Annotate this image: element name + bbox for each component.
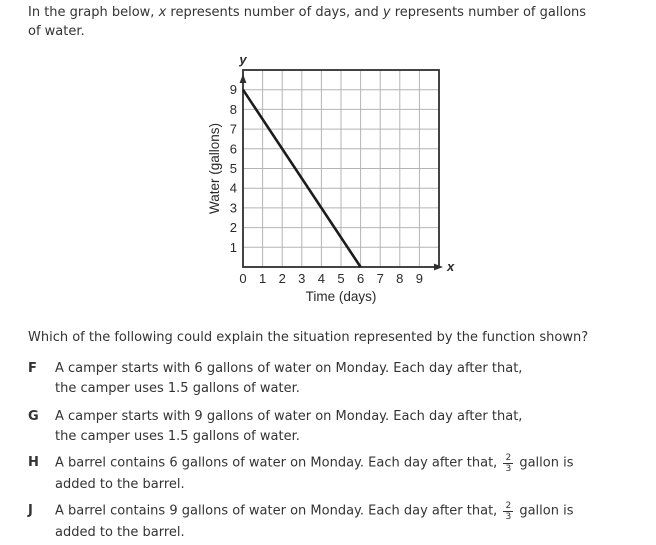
x-axis-letter: x	[447, 259, 455, 274]
intro-part2: represents number of days, and	[166, 5, 383, 20]
var-y: y	[382, 5, 391, 20]
choice-g-text	[55, 407, 522, 447]
choice-letter-f: F	[28, 361, 37, 376]
fraction-two-thirds	[503, 453, 513, 475]
y-axis-title: Water (gallons)	[207, 122, 222, 215]
choice-g-line2: the camper uses 1.5 gallons of water.	[55, 429, 300, 444]
choice-h-line2: added to the barrel.	[55, 476, 185, 492]
y-tick-label: 6	[229, 141, 237, 157]
choice-h-text	[55, 453, 573, 495]
x-tick-label: 6	[356, 271, 365, 286]
x-tick-label: 5	[337, 271, 345, 286]
question-text: Which of the following could explain the situation represented by the function shown?	[28, 330, 589, 345]
y-tick-label: 8	[229, 101, 237, 117]
graph-svg	[183, 52, 483, 312]
y-tick-label: 3	[229, 200, 237, 216]
choice-f-text	[55, 359, 522, 399]
choice-letter-g: G	[28, 409, 39, 424]
y-tick-label: 4	[229, 180, 237, 196]
x-tick-label: 1	[258, 271, 267, 286]
x-axis-title: Time (days)	[305, 289, 377, 304]
fraction-numerator: 2	[505, 501, 512, 511]
y-axis-letter: y	[239, 52, 247, 67]
choice-h[interactable]	[28, 453, 573, 495]
fraction-numerator: 2	[505, 453, 512, 463]
choice-f-line2: the camper uses 1.5 gallons of water.	[55, 381, 300, 396]
intro-line2: of water.	[28, 24, 85, 39]
x-tick-label: 4	[317, 271, 326, 286]
choice-letter-h: H	[28, 455, 39, 470]
x-tick-label: 7	[376, 271, 384, 286]
x-tick-label: 9	[415, 271, 424, 286]
x-tick-label: 8	[396, 271, 404, 286]
choice-j[interactable]	[28, 501, 573, 543]
y-tick-label: 1	[229, 239, 237, 255]
x-tick-label: 3	[298, 271, 306, 286]
intro-text	[28, 3, 586, 41]
x-tick-label: 0	[239, 271, 247, 286]
choice-f[interactable]	[28, 359, 522, 399]
fraction-denominator: 3	[505, 512, 512, 523]
y-tick-label: 7	[229, 121, 237, 137]
choice-f-line1: A camper starts with 6 gallons of water on Monday. Each day after that,	[55, 361, 523, 376]
choice-g[interactable]	[28, 407, 522, 447]
fraction-denominator: 3	[505, 464, 512, 475]
y-axis-arrow	[240, 74, 247, 83]
y-tick-label: 9	[229, 82, 237, 98]
choice-h-line1: A barrel contains 6 gallons of water on Monday. Each day after that, $\frac{2}{3}$ gallon is	[55, 453, 574, 475]
fraction-two-thirds	[503, 501, 513, 523]
y-tick-label: 2	[229, 220, 237, 236]
choice-j-text	[55, 501, 573, 543]
choice-j-line2: added to the barrel.	[55, 524, 185, 540]
choice-g-line1: A camper starts with 9 gallons of water on Monday. Each day after that,	[55, 409, 523, 424]
intro-part1: In the graph below,	[28, 5, 159, 20]
choice-j-line1: A barrel contains 9 gallons of water on Monday. Each day after that, $\frac{2}{3}$ gallon is	[55, 501, 574, 523]
intro-part3: represents number of gallons	[390, 5, 587, 20]
y-tick-label: 5	[229, 161, 237, 176]
water-time-graph	[183, 52, 483, 312]
var-x: x	[158, 5, 167, 20]
x-tick-label: 2	[278, 271, 286, 286]
choice-letter-j: J	[28, 503, 33, 518]
